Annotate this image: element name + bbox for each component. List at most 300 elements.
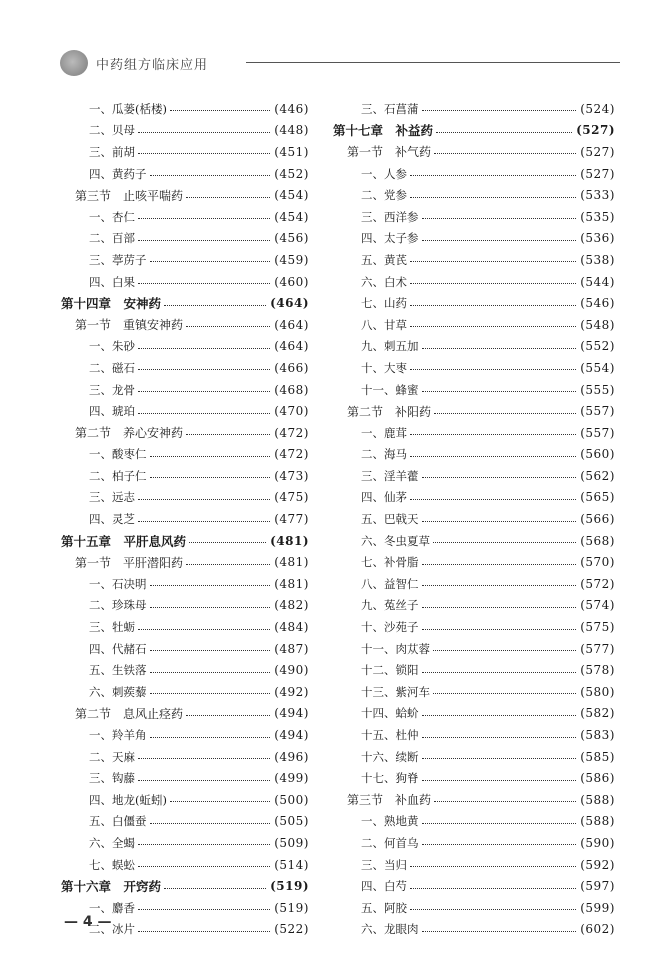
dot-leader — [422, 671, 577, 673]
toc-entry-page: (590) — [580, 835, 615, 850]
toc-entry-page: (580) — [580, 684, 615, 699]
toc-entry-item — [333, 487, 615, 509]
toc-entry-title: 四、白芍 — [361, 879, 407, 894]
toc-entry-title: 十、沙苑子 — [361, 620, 419, 635]
toc-entry-item — [333, 551, 615, 573]
toc-entry-title: 十二、锁阳 — [361, 663, 419, 678]
toc-entry-item — [333, 228, 615, 250]
book-logo-icon — [60, 50, 88, 76]
toc-entry-item — [333, 206, 615, 228]
toc-entry-page: (460) — [274, 274, 309, 289]
toc-entry-page: (533) — [580, 188, 615, 203]
toc-entry-title: 八、益智仁 — [361, 576, 419, 591]
dot-leader — [150, 606, 271, 608]
toc-entry-section — [61, 422, 309, 444]
dot-leader — [138, 865, 270, 867]
toc-entry-page: (574) — [580, 598, 615, 613]
page-number: — 4 — — [64, 914, 112, 930]
toc-entry-item — [61, 336, 309, 358]
dot-leader — [138, 908, 270, 910]
toc-entry-page: (456) — [274, 231, 309, 246]
dot-leader — [138, 239, 270, 241]
toc-entry-page: (586) — [580, 771, 615, 786]
toc-entry-page: (527) — [576, 123, 615, 138]
toc-entry-page: (519) — [274, 900, 309, 915]
toc-entry-section — [333, 141, 615, 163]
toc-entry-item — [61, 465, 309, 487]
dot-leader — [410, 282, 576, 284]
toc-entry-page: (487) — [274, 641, 309, 656]
toc-entry-page: (492) — [274, 684, 309, 699]
toc-entry-page: (466) — [274, 360, 309, 375]
toc-entry-item — [61, 832, 309, 854]
toc-entry-page: (481) — [274, 576, 309, 591]
dot-leader — [434, 412, 576, 414]
dot-leader — [434, 800, 576, 802]
header-rule — [246, 62, 620, 63]
toc-entry-page: (575) — [580, 620, 615, 635]
toc-entry-chapter — [61, 875, 309, 897]
toc-entry-item — [61, 400, 309, 422]
toc-entry-item — [61, 357, 309, 379]
toc-entry-page: (527) — [580, 166, 615, 181]
toc-entry-title: 十、大枣 — [361, 360, 407, 375]
toc-entry-title: 七、蜈蚣 — [89, 857, 135, 872]
toc-entry-page: (560) — [580, 447, 615, 462]
toc-entry-page: (519) — [270, 879, 309, 894]
toc-entry-item — [61, 659, 309, 681]
toc-entry-page: (585) — [580, 749, 615, 764]
toc-entry-page: (472) — [274, 425, 309, 440]
toc-entry-item — [333, 422, 615, 444]
dot-leader — [164, 304, 266, 306]
toc-entry-page: (464) — [274, 317, 309, 332]
toc-entry-title: 六、白术 — [361, 274, 407, 289]
toc-entry-title: 六、全蝎 — [89, 835, 135, 850]
toc-entry-item — [333, 854, 615, 876]
toc-entry-title: 一、石决明 — [89, 576, 147, 591]
toc-entry-title: 二、天麻 — [89, 749, 135, 764]
toc-entry-page: (577) — [580, 641, 615, 656]
toc-entry-page: (562) — [580, 468, 615, 483]
toc-entry-title: 五、阿胶 — [361, 900, 407, 915]
toc-entry-title: 四、地龙(蚯蚓) — [89, 792, 167, 807]
toc-entry-item — [333, 98, 615, 120]
toc-entry-page: (597) — [580, 879, 615, 894]
dot-leader — [433, 541, 576, 543]
toc-entry-title: 二、冰片 — [89, 922, 135, 937]
dot-leader — [422, 779, 577, 781]
toc-entry-item — [333, 832, 615, 854]
dot-leader — [422, 390, 577, 392]
dot-leader — [422, 930, 577, 932]
toc-entry-title: 五、白僵蚕 — [89, 814, 147, 829]
dot-leader — [150, 736, 271, 738]
dot-leader — [410, 865, 576, 867]
toc-entry-page: (459) — [274, 252, 309, 267]
dot-leader — [410, 887, 576, 889]
dot-leader — [138, 930, 270, 932]
dot-leader — [186, 714, 270, 716]
toc-entry-title: 四、仙茅 — [361, 490, 407, 505]
dot-leader — [422, 736, 577, 738]
toc-entry-item — [333, 897, 615, 919]
dot-leader — [138, 412, 270, 414]
toc-entry-title: 三、当归 — [361, 857, 407, 872]
toc-entry-page: (538) — [580, 252, 615, 267]
toc-entry-item — [61, 767, 309, 789]
toc-entry-title: 一、麝香 — [89, 900, 135, 915]
dot-leader — [186, 433, 270, 435]
toc-entry-title: 一、鹿茸 — [361, 425, 407, 440]
toc-entry-chapter — [61, 530, 309, 552]
dot-leader — [422, 217, 577, 219]
dot-leader — [434, 152, 576, 154]
toc-entry-item — [61, 141, 309, 163]
toc-entry-page: (448) — [274, 123, 309, 138]
dot-leader — [138, 779, 270, 781]
toc-entry-title: 十六、续断 — [361, 749, 419, 764]
toc-entry-item — [333, 336, 615, 358]
dot-leader — [138, 757, 270, 759]
dot-leader — [138, 390, 270, 392]
toc-entry-section — [61, 184, 309, 206]
toc-entry-item — [61, 379, 309, 401]
toc-entry-item — [61, 811, 309, 833]
dot-leader — [138, 152, 270, 154]
toc-entry-item — [61, 249, 309, 271]
dot-leader — [189, 541, 266, 543]
dot-leader — [150, 692, 271, 694]
toc-entry-title: 三、前胡 — [89, 144, 135, 159]
toc-entry-item — [333, 184, 615, 206]
toc-entry-page: (452) — [274, 166, 309, 181]
toc-entry-item — [61, 120, 309, 142]
dot-leader — [170, 800, 270, 802]
toc-entry-page: (572) — [580, 576, 615, 591]
toc-entry-page: (548) — [580, 317, 615, 332]
dot-leader — [138, 843, 270, 845]
toc-entry-item — [333, 746, 615, 768]
toc-entry-page: (490) — [274, 663, 309, 678]
toc-entry-item — [61, 98, 309, 120]
dot-leader — [138, 217, 270, 219]
toc-entry-page: (535) — [580, 209, 615, 224]
toc-entry-title: 四、琥珀 — [89, 404, 135, 419]
toc-entry-title: 四、白果 — [89, 274, 135, 289]
toc-entry-item — [333, 444, 615, 466]
toc-entry-page: (536) — [580, 231, 615, 246]
dot-leader — [150, 584, 271, 586]
toc-entry-title: 三、牡蛎 — [89, 620, 135, 635]
toc-entry-page: (565) — [580, 490, 615, 505]
toc-entry-item — [333, 616, 615, 638]
toc-entry-page: (555) — [580, 382, 615, 397]
toc-entry-section — [61, 314, 309, 336]
book-title: 中药组方临床应用 — [96, 58, 209, 73]
toc-entry-title: 六、冬虫夏草 — [361, 533, 430, 548]
toc-entry-title: 二、何首乌 — [361, 835, 419, 850]
dot-leader — [422, 239, 577, 241]
toc-entry-title: 第二节 息风止痉药 — [75, 706, 184, 721]
toc-entry-page: (578) — [580, 663, 615, 678]
toc-entry-page: (499) — [274, 771, 309, 786]
toc-entry-title: 一、酸枣仁 — [89, 447, 147, 462]
dot-leader — [422, 628, 577, 630]
dot-leader — [138, 368, 270, 370]
toc-entry-title: 十五、杜仲 — [361, 728, 419, 743]
toc-entry-page: (583) — [580, 728, 615, 743]
dot-leader — [410, 260, 576, 262]
toc-entry-item — [333, 573, 615, 595]
toc-entry-item — [333, 767, 615, 789]
toc-entry-item — [333, 659, 615, 681]
toc-entry-title: 六、龙眼肉 — [361, 922, 419, 937]
toc-entry-page: (544) — [580, 274, 615, 289]
toc-entry-page: (514) — [274, 857, 309, 872]
toc-entry-item — [333, 508, 615, 530]
toc-entry-page: (464) — [270, 296, 309, 311]
dot-leader — [422, 714, 577, 716]
toc-entry-item — [333, 357, 615, 379]
toc-entry-page: (527) — [580, 144, 615, 159]
toc-entry-page: (451) — [274, 144, 309, 159]
toc-entry-section — [61, 551, 309, 573]
running-header — [60, 48, 620, 82]
toc-entry-item — [61, 854, 309, 876]
toc-entry-page: (454) — [274, 188, 309, 203]
toc-entry-chapter — [333, 120, 615, 142]
toc-entry-page: (470) — [274, 404, 309, 419]
toc-entry-item — [61, 616, 309, 638]
dot-leader — [436, 131, 572, 133]
toc-entry-title: 三、淫羊藿 — [361, 468, 419, 483]
toc-entry-page: (557) — [580, 404, 615, 419]
toc-entry-title: 二、柏子仁 — [89, 468, 147, 483]
dot-leader — [170, 109, 270, 111]
toc-entry-title: 四、太子参 — [361, 231, 419, 246]
toc-entry-title: 五、黄芪 — [361, 252, 407, 267]
dot-leader — [150, 476, 271, 478]
dot-leader — [433, 692, 576, 694]
toc-entry-item — [333, 703, 615, 725]
dot-leader — [150, 671, 271, 673]
toc-entry-page: (588) — [580, 792, 615, 807]
dot-leader — [410, 455, 576, 457]
toc-entry-page: (588) — [580, 814, 615, 829]
toc-entry-title: 九、刺五加 — [361, 339, 419, 354]
toc-entry-title: 一、朱砂 — [89, 339, 135, 354]
toc-entry-item — [61, 746, 309, 768]
toc-entry-title: 七、补骨脂 — [361, 555, 419, 570]
dot-leader — [422, 757, 577, 759]
dot-leader — [422, 347, 577, 349]
toc-entry-page: (552) — [580, 339, 615, 354]
toc-entry-title: 二、党参 — [361, 188, 407, 203]
toc-entry-page: (484) — [274, 620, 309, 635]
toc-entry-page: (524) — [580, 101, 615, 116]
toc-entry-title: 第十六章 开窍药 — [61, 879, 162, 895]
toc-entry-item — [333, 530, 615, 552]
dot-leader — [150, 455, 271, 457]
toc-entry-page: (494) — [274, 706, 309, 721]
toc-entry-title: 二、贝母 — [89, 123, 135, 138]
toc-entry-title: 第一节 补气药 — [347, 145, 432, 160]
dot-leader — [410, 196, 576, 198]
toc-entry-page: (500) — [274, 792, 309, 807]
toc-entry-item — [61, 163, 309, 185]
toc-entry-title: 四、黄药子 — [89, 166, 147, 181]
toc-entry-title: 十七、狗脊 — [361, 771, 419, 786]
dot-leader — [138, 282, 270, 284]
toc-entry-title: 二、磁石 — [89, 360, 135, 375]
toc-entry-item — [333, 314, 615, 336]
toc-entry-title: 第十七章 补益药 — [333, 123, 434, 139]
dot-leader — [422, 520, 577, 522]
toc-entry-title: 三、石菖蒲 — [361, 101, 419, 116]
toc-entry-item — [61, 228, 309, 250]
dot-leader — [186, 563, 270, 565]
dot-leader — [410, 498, 576, 500]
toc-column-left — [61, 98, 309, 940]
toc-entry-item — [333, 811, 615, 833]
toc-entry-item — [333, 379, 615, 401]
toc-entry-page: (602) — [580, 922, 615, 937]
toc-entry-item — [61, 271, 309, 293]
toc-entry-page: (494) — [274, 728, 309, 743]
dot-leader — [422, 606, 577, 608]
dot-leader — [138, 347, 270, 349]
toc-entry-item — [333, 681, 615, 703]
toc-entry-title: 一、人参 — [361, 166, 407, 181]
toc-entry-item — [61, 789, 309, 811]
dot-leader — [422, 584, 577, 586]
toc-entry-title: 三、龙骨 — [89, 382, 135, 397]
toc-entry-title: 一、熟地黄 — [361, 814, 419, 829]
toc-entry-title: 第一节 重镇安神药 — [75, 318, 184, 333]
toc-entry-page: (481) — [274, 555, 309, 570]
dot-leader — [410, 908, 576, 910]
toc-entry-page: (481) — [270, 533, 309, 548]
toc-entry-title: 第三节 止咳平喘药 — [75, 188, 184, 203]
toc-entry-page: (475) — [274, 490, 309, 505]
toc-entry-title: 五、生铁落 — [89, 663, 147, 678]
toc-entry-title: 第三节 补血药 — [347, 793, 432, 808]
toc-entry-page: (454) — [274, 209, 309, 224]
dot-leader — [410, 325, 576, 327]
toc-entry-title: 十三、紫河车 — [361, 684, 430, 699]
toc-entry-title: 四、灵芝 — [89, 512, 135, 527]
toc-entry-title: 一、羚羊角 — [89, 728, 147, 743]
toc-entry-title: 第十五章 平肝息风药 — [61, 533, 187, 549]
toc-entry-title: 二、百部 — [89, 231, 135, 246]
dot-leader — [422, 476, 577, 478]
toc-entry-page: (554) — [580, 360, 615, 375]
toc-entry-title: 十一、肉苁蓉 — [361, 641, 430, 656]
toc-entry-title: 第二节 补阳药 — [347, 404, 432, 419]
toc-entry-page: (496) — [274, 749, 309, 764]
toc-entry-item — [61, 444, 309, 466]
toc-entry-page: (464) — [274, 339, 309, 354]
toc-entry-title: 一、瓜蒌(栝楼) — [89, 101, 167, 116]
toc-entry-item — [61, 595, 309, 617]
toc-entry-item — [61, 487, 309, 509]
toc-entry-title: 第十四章 安神药 — [61, 296, 162, 312]
toc-column-right — [333, 98, 615, 940]
toc-entry-title: 六、刺蒺藜 — [89, 684, 147, 699]
toc-entry-title: 五、巴戟天 — [361, 512, 419, 527]
toc-entry-item — [333, 919, 615, 941]
toc-entry-item — [333, 638, 615, 660]
toc-entry-chapter — [61, 292, 309, 314]
toc-entry-page: (468) — [274, 382, 309, 397]
dot-leader — [150, 174, 271, 176]
toc-entry-item — [61, 724, 309, 746]
toc-entry-title: 三、远志 — [89, 490, 135, 505]
toc-entry-item — [333, 271, 615, 293]
toc-entry-page: (546) — [580, 296, 615, 311]
toc-entry-section — [333, 789, 615, 811]
toc-entry-item — [61, 681, 309, 703]
toc-entry-page: (599) — [580, 900, 615, 915]
toc-entry-page: (446) — [274, 101, 309, 116]
toc-entry-page: (568) — [580, 533, 615, 548]
dot-leader — [164, 887, 266, 889]
toc-entry-page: (522) — [274, 922, 309, 937]
toc-entry-page: (477) — [274, 512, 309, 527]
toc-entry-item — [333, 163, 615, 185]
toc-entry-item — [61, 508, 309, 530]
toc-entry-title: 七、山药 — [361, 296, 407, 311]
toc-entry-title: 第二节 养心安神药 — [75, 426, 184, 441]
toc-entry-title: 十一、蜂蜜 — [361, 382, 419, 397]
toc-entry-item — [61, 206, 309, 228]
toc-entry-page: (472) — [274, 447, 309, 462]
dot-leader — [422, 109, 577, 111]
toc-entry-item — [333, 595, 615, 617]
toc-entry-item — [333, 292, 615, 314]
dot-leader — [138, 131, 270, 133]
dot-leader — [422, 822, 577, 824]
dot-leader — [150, 649, 271, 651]
dot-leader — [433, 649, 576, 651]
toc-entry-page: (505) — [274, 814, 309, 829]
dot-leader — [410, 304, 576, 306]
toc-entry-title: 第一节 平肝潜阳药 — [75, 555, 184, 570]
toc-entry-page: (557) — [580, 425, 615, 440]
toc-entry-title: 一、杏仁 — [89, 209, 135, 224]
dot-leader — [138, 628, 270, 630]
toc-entry-page: (592) — [580, 857, 615, 872]
toc-entry-page: (473) — [274, 468, 309, 483]
dot-leader — [150, 260, 271, 262]
dot-leader — [138, 520, 270, 522]
toc-entry-item — [333, 465, 615, 487]
toc-entry-section — [61, 703, 309, 725]
toc-entry-item — [333, 724, 615, 746]
toc-entry-section — [333, 400, 615, 422]
dot-leader — [150, 822, 271, 824]
toc-entry-title: 二、珍珠母 — [89, 598, 147, 613]
dot-leader — [186, 196, 270, 198]
toc-entry-page: (509) — [274, 835, 309, 850]
toc-entry-page: (482) — [274, 598, 309, 613]
toc-entry-page: (566) — [580, 512, 615, 527]
toc-entry-title: 三、钩藤 — [89, 771, 135, 786]
dot-leader — [422, 563, 577, 565]
toc-entry-item — [61, 638, 309, 660]
toc-entry-title: 三、葶苈子 — [89, 252, 147, 267]
